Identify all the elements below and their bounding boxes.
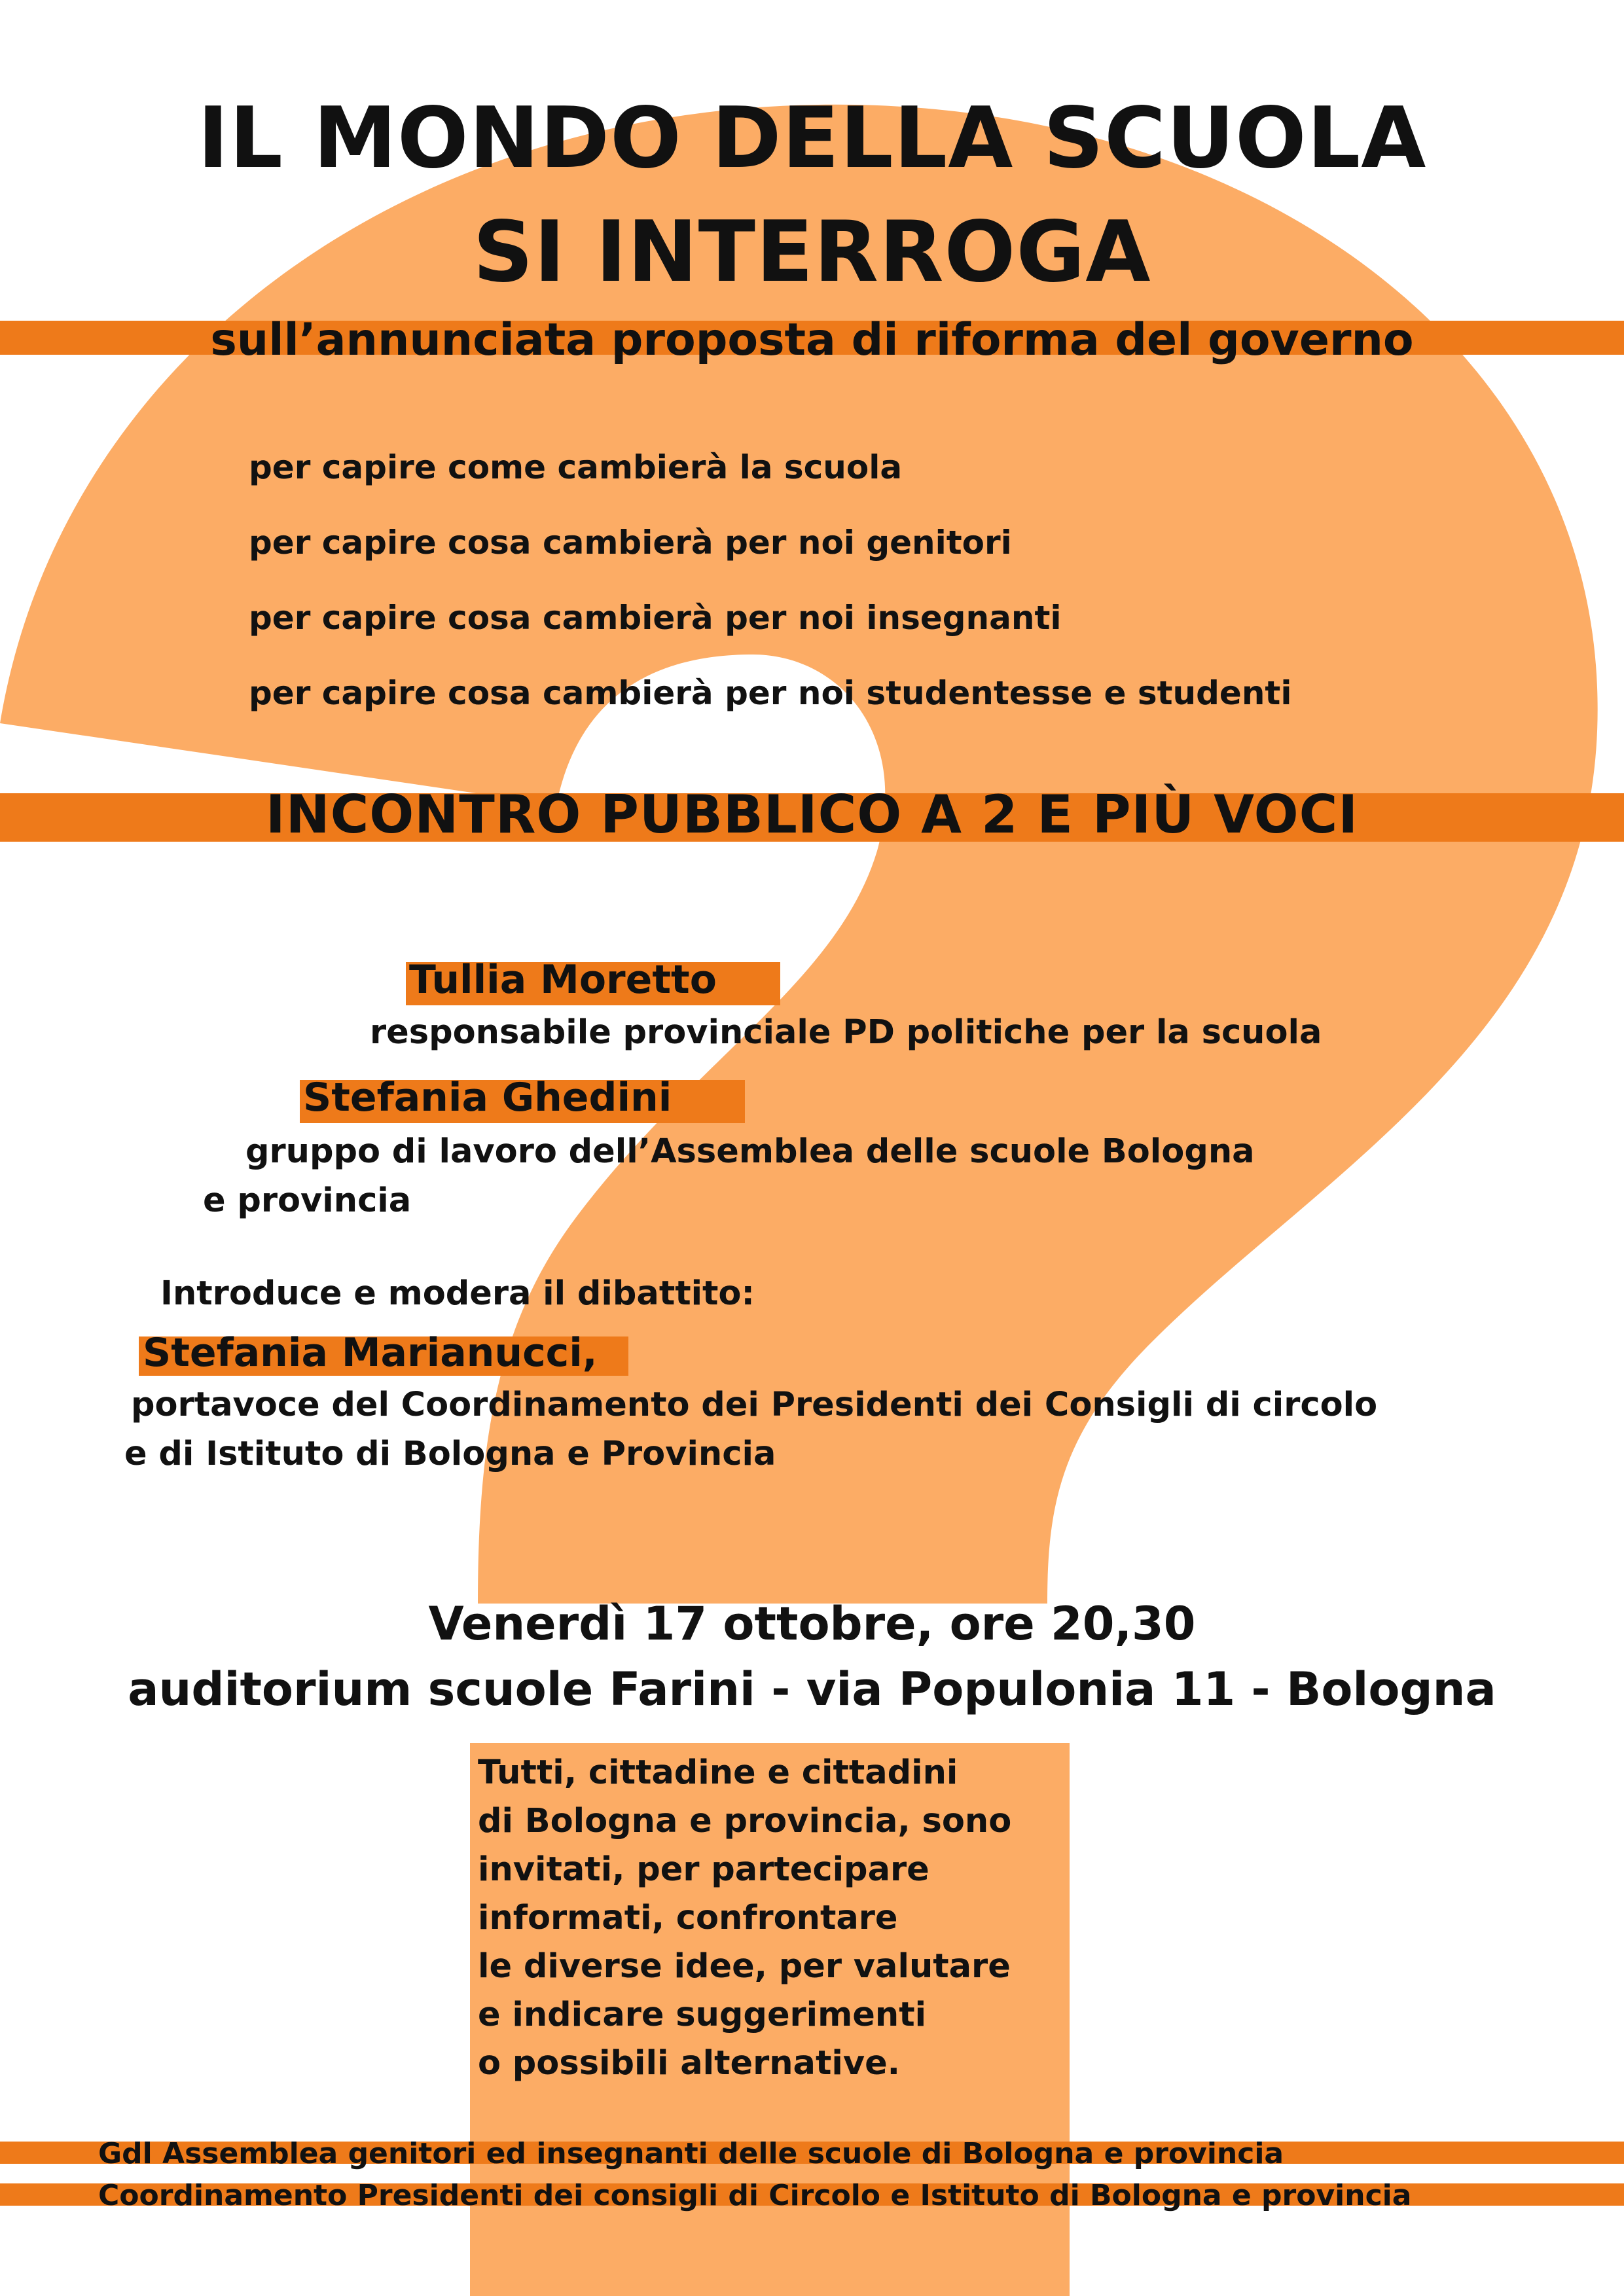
- event-place: auditorium scuole Farini - via Populonia 11 - Bologna: [128, 1662, 1496, 1716]
- invitation-line: informati, confrontare: [478, 1899, 898, 1937]
- subtitle: sull’annunciata proposta di riforma del governo: [210, 314, 1414, 366]
- title-line-1: IL MONDO DELLA SCUOLA: [197, 90, 1427, 187]
- invitation-line: di Bologna e provincia, sono: [478, 1802, 1012, 1840]
- speaker-role: e provincia: [203, 1181, 412, 1220]
- footer-line: Coordinamento Presidenti dei consigli di Circolo e Istituto di Bologna e provincia: [98, 2179, 1412, 2212]
- footer-line: Gdl Assemblea genitori ed insegnanti delle scuole di Bologna e provincia: [98, 2137, 1284, 2170]
- invitation-line: e indicare suggerimenti: [478, 1996, 927, 2034]
- purpose-item: per capire cosa cambierà per noi genitori: [249, 524, 1012, 562]
- invitation-line: o possibili alternative.: [478, 2044, 901, 2083]
- invitation-line: invitati, per partecipare: [478, 1850, 929, 1889]
- purpose-item: per capire come cambierà la scuola: [249, 448, 903, 486]
- event-date: Venerdì 17 ottobre, ore 20,30: [428, 1597, 1196, 1651]
- speaker-role: gruppo di lavoro dell’Assemblea delle scuole Bologna: [245, 1132, 1255, 1171]
- speaker-name: Tullia Moretto: [409, 957, 717, 1003]
- title-line-2: SI INTERROGA: [473, 204, 1151, 301]
- moderator-role: e di Istituto di Bologna e Provincia: [124, 1435, 776, 1473]
- speaker-role: responsabile provinciale PD politiche per la scuola: [370, 1013, 1322, 1052]
- event-heading: INCONTRO PUBBLICO A 2 E PIÙ VOCI: [265, 784, 1359, 845]
- moderator-intro: Introduce e modera il dibattito:: [160, 1274, 755, 1313]
- speaker-name: Stefania Ghedini: [303, 1075, 672, 1121]
- invitation-line: Tutti, cittadine e cittadini: [478, 1753, 958, 1792]
- purpose-item: per capire cosa cambierà per noi insegnanti: [249, 599, 1062, 637]
- moderator-name: Stefania Marianucci,: [143, 1330, 598, 1376]
- moderator-role: portavoce del Coordinamento dei Presidenti dei Consigli di circolo: [131, 1386, 1378, 1424]
- purpose-item: per capire cosa cambierà per noi studentesse e studenti: [249, 674, 1292, 712]
- invitation-line: le diverse idee, per valutare: [478, 1947, 1011, 1986]
